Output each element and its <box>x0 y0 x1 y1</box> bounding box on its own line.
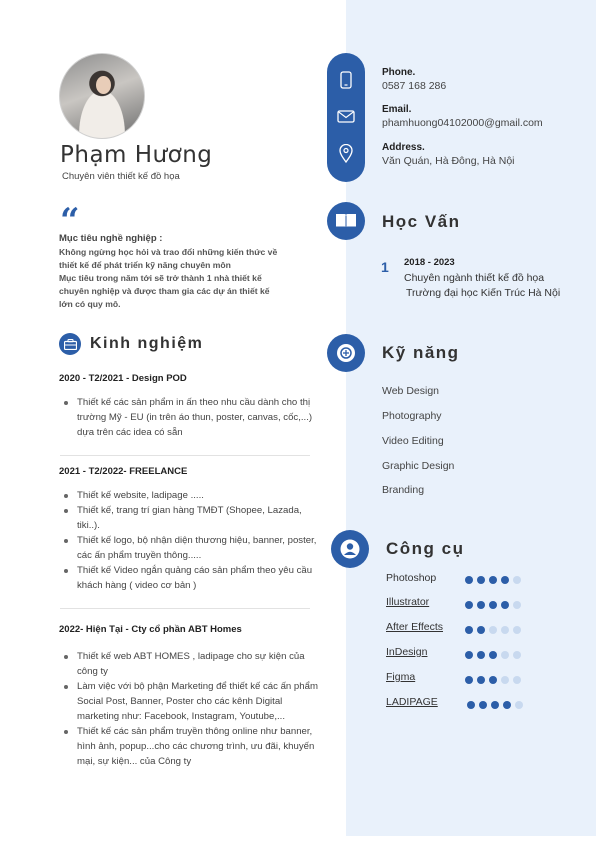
tool-name[interactable]: After Effects <box>386 621 443 633</box>
divider <box>60 608 310 609</box>
level-dot <box>501 676 509 684</box>
level-dot <box>489 676 497 684</box>
tool-name[interactable]: Figma <box>386 671 416 683</box>
level-dot <box>465 651 473 659</box>
list-item: Làm việc với bộ phận Marketing để thiết kế các ấn phẩm Social Post, Banner, Poster cho các kênh Digital marketing như: Facebook, Instagram, Youtube,... <box>62 679 324 724</box>
level-dot <box>477 576 485 584</box>
education-school: Trường đại học Kiến Trúc Hà Nội <box>406 287 561 299</box>
level-dot <box>467 701 475 709</box>
tool-level <box>465 651 521 659</box>
job-bullets <box>62 395 320 440</box>
skill-item: Branding <box>382 484 425 496</box>
phone-label: Phone. <box>382 67 416 78</box>
list-item: Thiết kế logo, bộ nhận diện thương hiệu, banner, poster, các ấn phẩm truyền thông..... <box>62 533 324 563</box>
tool-name[interactable]: InDesign <box>386 646 428 658</box>
profile-role: Chuyên viên thiết kế đồ họa <box>62 171 180 182</box>
level-dot <box>501 651 509 659</box>
job-title: 2021 - T2/2022- FREELANCE <box>59 466 188 477</box>
phone-icon <box>335 69 357 91</box>
experience-title: Kinh nghiệm <box>90 335 204 352</box>
skill-item: Video Editing <box>382 435 444 447</box>
book-icon <box>327 202 365 240</box>
skills-icon <box>327 334 365 372</box>
list-item: Thiết kế các sản phẩm truyền thông online như banner, hình ảnh, popup...cho các chương trình, ưu đãi, khuyến mại, sự kiện... của Công ty <box>62 724 324 769</box>
level-dot <box>503 701 511 709</box>
list-item: Thiết kế web ABT HOMES , ladipage cho sự kiện của công ty <box>62 649 324 679</box>
level-dot <box>465 676 473 684</box>
tool-level <box>465 576 521 584</box>
skill-item: Graphic Design <box>382 460 455 472</box>
objective-line: lớn có quy mô. <box>59 299 121 309</box>
tool-level <box>465 601 521 609</box>
level-dot <box>501 576 509 584</box>
level-dot <box>515 701 523 709</box>
level-dot <box>477 651 485 659</box>
quote-icon: “ <box>60 201 80 241</box>
objective-line: thiết kế để phát triển kỹ năng chuyên môn <box>59 260 231 270</box>
level-dot <box>489 601 497 609</box>
objective-title: Mục tiêu nghề nghiệp : <box>59 233 163 244</box>
job-bullets <box>62 649 324 769</box>
level-dot <box>491 701 499 709</box>
level-dot <box>489 651 497 659</box>
briefcase-icon <box>59 333 81 355</box>
education-number: 1 <box>381 259 389 275</box>
level-dot <box>513 676 521 684</box>
tool-name: Photoshop <box>386 572 437 584</box>
level-dot <box>465 626 473 634</box>
education-years: 2018 - 2023 <box>404 257 455 268</box>
list-item: Thiết kế Video ngắn quảng cáo sản phẩm theo yêu cầu khách hàng ( video cơ bản ) <box>62 563 324 593</box>
email-value: phamhuong04102000@gmail.com <box>382 117 543 129</box>
level-dot <box>465 601 473 609</box>
user-icon <box>331 530 369 568</box>
objective-line: Không ngừng học hỏi và trao đổi những kiến thức về <box>59 247 278 257</box>
tool-level <box>467 701 523 709</box>
level-dot <box>465 576 473 584</box>
objective-line: Mục tiêu trong năm tới sẽ trở thành 1 nhà thiết kế <box>59 273 262 283</box>
level-dot <box>479 701 487 709</box>
education-title: Học Vấn <box>382 212 461 231</box>
address-value: Văn Quán, Hà Đông, Hà Nội <box>382 155 515 167</box>
location-icon <box>335 142 357 164</box>
education-major: Chuyên ngành thiết kế đồ họa <box>404 272 545 284</box>
address-label: Address. <box>382 142 425 153</box>
list-item: Thiết kế các sản phẩm in ấn theo nhu cầu dành cho thị trường Mỹ - EU (in trên áo thun, poster, canvas, cốc,...) dựa trên các idea có sẵn <box>62 395 320 440</box>
objective-line: chuyên nghiệp và được tham gia các dự án thiết kế <box>59 286 270 296</box>
level-dot <box>477 676 485 684</box>
level-dot <box>513 601 521 609</box>
tool-level <box>465 626 521 634</box>
tool-name[interactable]: Illustrator <box>386 596 430 608</box>
phone-value: 0587 168 286 <box>382 80 447 92</box>
level-dot <box>489 576 497 584</box>
list-item: Thiết kế, trang trí gian hàng TMĐT (Shopee, Lazada, tiki..). <box>62 503 324 533</box>
level-dot <box>477 601 485 609</box>
list-item: Thiết kế website, ladipage ..... <box>62 488 324 503</box>
objective-text <box>59 246 311 311</box>
skill-item: Photography <box>382 410 442 422</box>
level-dot <box>513 651 521 659</box>
tool-level <box>465 676 521 684</box>
skill-item: Web Design <box>382 385 440 397</box>
level-dot <box>477 626 485 634</box>
job-title: 2020 - T2/2021 - Design POD <box>59 373 187 384</box>
tools-title: Công cụ <box>386 539 465 558</box>
tool-name[interactable]: LADIPAGE <box>386 696 438 708</box>
level-dot <box>501 601 509 609</box>
job-title: 2022- Hiện Tại - Cty cổ phần ABT Homes <box>59 624 242 635</box>
email-icon <box>335 105 357 127</box>
level-dot <box>513 576 521 584</box>
email-label: Email. <box>382 104 412 115</box>
job-bullets <box>62 488 324 593</box>
profile-name: Phạm Hương <box>60 142 213 168</box>
level-dot <box>501 626 509 634</box>
skills-title: Kỹ năng <box>382 343 460 362</box>
level-dot <box>489 626 497 634</box>
avatar <box>59 53 145 139</box>
divider <box>60 455 310 456</box>
level-dot <box>513 626 521 634</box>
